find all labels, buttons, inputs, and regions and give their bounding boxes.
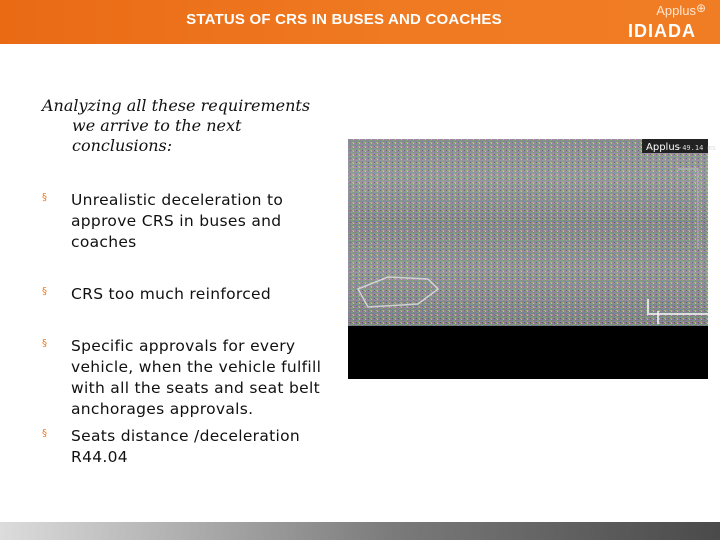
image-logo-text: Applus [646, 142, 680, 153]
image-time-readout: -49.14 ms [678, 144, 716, 152]
logo-plus-icon: ⊕ [695, 1, 706, 15]
logo-idiada-text: IDIADA [628, 21, 696, 41]
title-bar [0, 0, 720, 44]
bullet-text: CRS too much reinforced [71, 285, 271, 303]
intro-line-2: we arrive to the next [72, 116, 242, 135]
intro-line-1: Analyzing all these requirements [42, 96, 311, 115]
bullet-text: Seats distance /deceleration R44.04 [71, 427, 301, 466]
bullet-marker: § [42, 428, 47, 439]
logo-applus-text: Applus ⊕ [656, 1, 706, 18]
bullet-marker: § [42, 286, 47, 297]
crash-test-image [348, 139, 716, 379]
slide-title: STATUS OF CRS IN BUSES AND COACHES [186, 11, 502, 28]
bullet-text: Unrealistic deceleration to approve CRS in buses and coaches [71, 191, 284, 251]
bullet-marker: § [42, 192, 47, 203]
footer-bar [0, 522, 720, 540]
intro-text [42, 96, 342, 156]
bullet-text: Specific approvals for every vehicle, when the vehicle fulfill with all the seats and seat belt anchorages approvals. [71, 337, 322, 418]
applus-idiada-logo [618, 2, 708, 42]
crash-test-frame [348, 139, 716, 379]
intro-line-3: conclusions: [72, 136, 173, 155]
bullet-marker: § [42, 338, 47, 349]
